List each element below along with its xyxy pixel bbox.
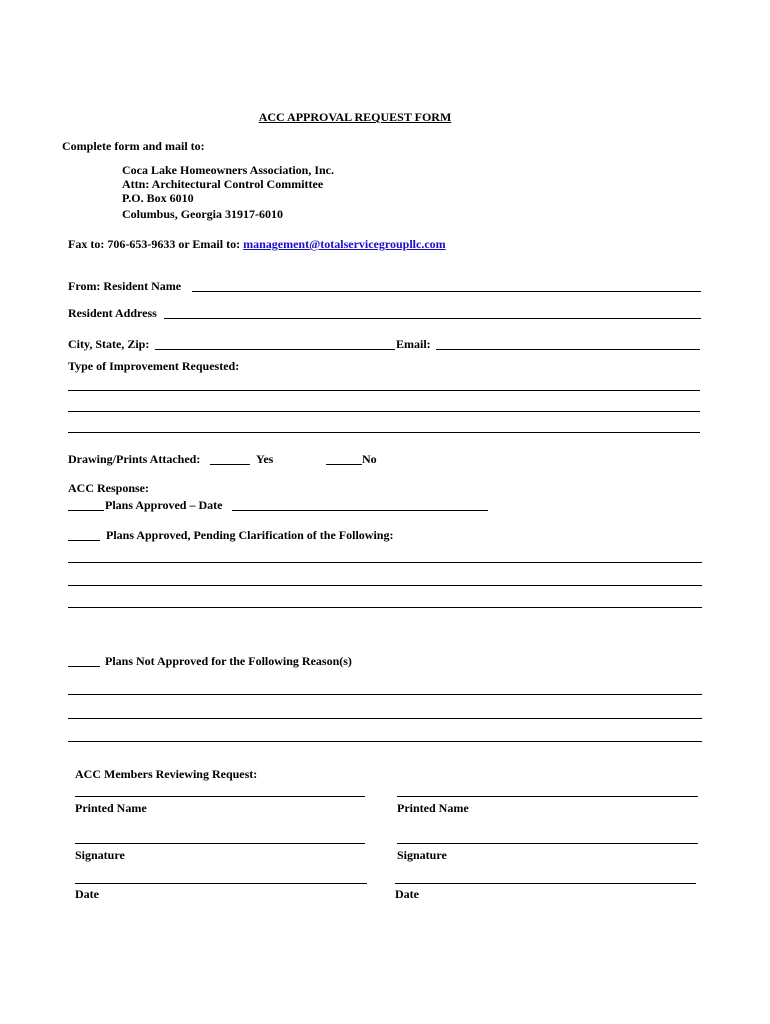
pending-checkbox-blank[interactable] xyxy=(68,540,100,541)
reviewer1-date-label: Date xyxy=(75,887,99,901)
reviewer1-signature-field[interactable] xyxy=(75,843,365,844)
email-label: Email: xyxy=(396,337,431,351)
reviewer1-signature-label: Signature xyxy=(75,848,125,862)
drawings-no-blank[interactable] xyxy=(326,464,362,465)
approved-date-label: Plans Approved – Date xyxy=(105,498,223,512)
not-approved-line-3[interactable] xyxy=(68,741,702,742)
reviewer2-printed-name-label: Printed Name xyxy=(397,801,469,815)
fax-email-line xyxy=(68,237,446,251)
reviewer2-printed-name-field[interactable] xyxy=(397,796,698,797)
address-line-3: P.O. Box 6010 xyxy=(122,191,194,205)
improvement-line-2[interactable] xyxy=(68,411,700,412)
reviewer1-printed-name-label: Printed Name xyxy=(75,801,147,815)
drawings-attached-label: Drawing/Prints Attached: xyxy=(68,452,201,466)
email-link[interactable]: management@totalservicegroupllc.com xyxy=(243,237,446,251)
pending-line-3[interactable] xyxy=(68,607,702,608)
reviewer1-printed-name-field[interactable] xyxy=(75,796,365,797)
reviewer2-signature-label: Signature xyxy=(397,848,447,862)
not-approved-line-1[interactable] xyxy=(68,694,702,695)
form-title: ACC APPROVAL REQUEST FORM xyxy=(258,110,452,124)
address-line-4: Columbus, Georgia 31917-6010 xyxy=(122,207,284,221)
email-field[interactable] xyxy=(436,349,700,350)
drawings-no-label: No xyxy=(362,452,377,466)
not-approved-line-2[interactable] xyxy=(68,718,702,719)
resident-address-label: Resident Address xyxy=(68,306,157,320)
resident-address-field[interactable] xyxy=(164,318,701,319)
mail-instructions: Complete form and mail to: xyxy=(62,139,205,153)
acc-response-heading: ACC Response: xyxy=(68,481,149,495)
address-line-2: Attn: Architectural Control Committee xyxy=(122,177,324,191)
reviewer2-date-label: Date xyxy=(395,887,419,901)
reviewer1-date-field[interactable] xyxy=(75,883,367,884)
not-approved-checkbox-blank[interactable] xyxy=(68,666,100,667)
pending-line-1[interactable] xyxy=(68,562,702,563)
pending-line-2[interactable] xyxy=(68,585,702,586)
resident-name-field[interactable] xyxy=(192,291,701,292)
improvement-type-label: Type of Improvement Requested: xyxy=(68,359,240,373)
not-approved-label: Plans Not Approved for the Following Reason(s) xyxy=(105,654,352,668)
fax-label: Fax to: 706-653-9633 or Email to: xyxy=(68,237,244,251)
pending-label: Plans Approved, Pending Clarification of the Following: xyxy=(106,528,394,542)
drawings-yes-label: Yes xyxy=(256,452,274,466)
resident-name-label: From: Resident Name xyxy=(68,279,182,293)
drawings-yes-blank[interactable] xyxy=(210,464,250,465)
address-line-1: Coca Lake Homeowners Association, Inc. xyxy=(122,163,334,177)
improvement-line-3[interactable] xyxy=(68,432,700,433)
approved-checkbox-blank[interactable] xyxy=(68,510,104,511)
city-state-zip-label: City, State, Zip: xyxy=(68,337,150,351)
reviewers-heading: ACC Members Reviewing Request: xyxy=(75,767,258,781)
reviewer2-signature-field[interactable] xyxy=(397,843,698,844)
approved-date-field[interactable] xyxy=(232,510,488,511)
city-state-zip-field[interactable] xyxy=(155,349,395,350)
reviewer2-date-field[interactable] xyxy=(395,883,696,884)
improvement-line-1[interactable] xyxy=(68,390,700,391)
